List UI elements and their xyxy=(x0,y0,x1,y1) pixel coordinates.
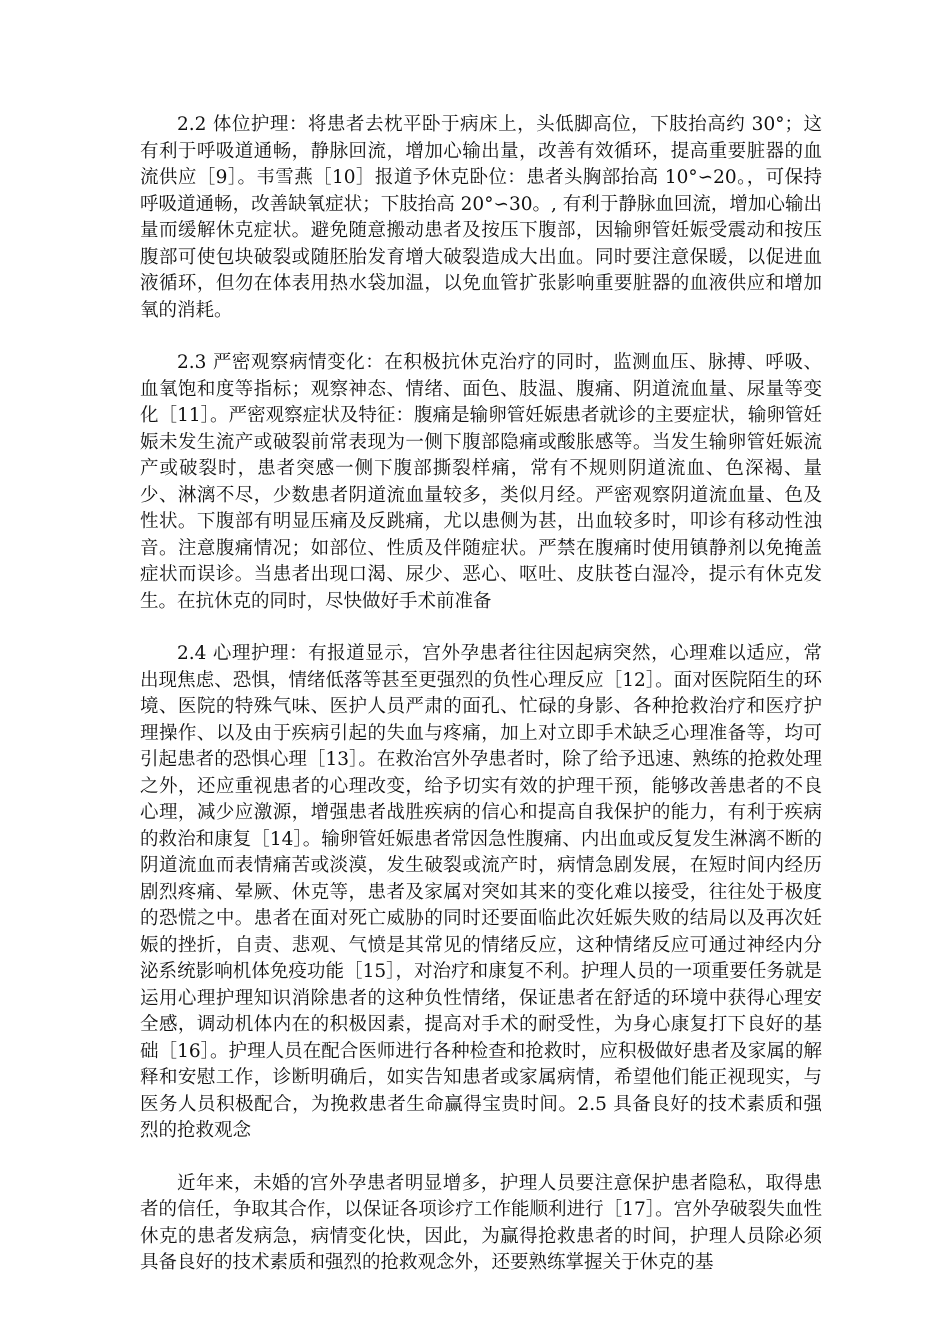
paragraph-technical-quality: 近年来，未婚的宫外孕患者明显增多，护理人员要注意保护患者隐私，取得患者的信任，争取其合作，以保证各项诊疗工作能顺利进行［17］。宫外孕破裂失血性休克的患者发病急，病情变化快，因此，为赢得抢救患者的时间，护理人员除必须具备良好的技术素质和强烈的抢救观念外，还要熟练掌握关于休克的基 xyxy=(140,1172,822,1273)
paragraph-body-position-care: 2.2 体位护理：将患者去枕平卧于病床上，头低脚高位，下肢抬高约 30°；这有利于呼吸道通畅，静脉回流，增加心输出量，改善有效循环，提高重要脏器的血流供应［9］。韦雪燕［10］报道予休克卧位：患者头胸部抬高 10°∽20。，可保持呼吸道通畅，改善缺氧症状；下肢抬高 20°∽30。, 有利于静脉血回流，增加心输出量而缓解休克症状。避免随意搬动患者及按压下腹部，因输卵管妊娠受震动和按压腹部可使包块破裂或随胚胎发育增大破裂造成大出血。同时要注意保暖，以促进血液循环，但勿在体表用热水袋加温，以免血管扩张影响重要脏器的血液供应和增加氧的消耗。 xyxy=(140,114,822,321)
paragraph-condition-observation: 2.3 严密观察病情变化：在积极抗休克治疗的同时，监测血压、脉搏、呼吸、血氧饱和度等指标；观察神态、情绪、面色、肢温、腹痛、阴道流血量、尿量等变化［11］。严密观察症状及特征：腹痛是输卵管妊娠患者就诊的主要症状，输卵管妊娠未发生流产或破裂前常表现为一侧下腹部隐痛或酸胀感等。当发生输卵管妊娠流产或破裂时，患者突感一侧下腹部撕裂样痛，常有不规则阴道流血、色深褐、量少、淋漓不尽，少数患者阴道流血量较多，类似月经。严密观察阴道流血量、色及性状。下腹部有明显压痛及反跳痛，尤以患侧为甚，出血较多时，叩诊有移动性浊音。注意腹痛情况；如部位、性质及伴随症状。严禁在腹痛时使用镇静剂以免掩盖症状而误诊。当患者出现口渴、尿少、恶心、呕吐、皮肤苍白湿冷，提示有休克发生。在抗休克的同时，尽快做好手术前准备 xyxy=(140,352,822,612)
document-page xyxy=(140,112,822,1303)
paragraph-psychological-care: 2.4 心理护理：有报道显示，宫外孕患者往往因起病突然，心理难以适应，常出现焦虑、恐惧，情绪低落等甚至更强烈的负性心理反应［12］。面对医院陌生的环境、医院的特殊气味、医护人员严肃的面孔、忙碌的身影、各种抢救治疗和医疗护理操作、以及由于疾病引起的失血与疼痛，加上对立即手术缺乏心理准备等，均可引起患者的恐惧心理［13］。在救治宫外孕患者时，除了给予迅速、熟练的抢救处理之外，还应重视患者的心理改变，给予切实有效的护理干预，能够改善患者的不良心理，减少应激源，增强患者战胜疾病的信心和提高自我保护的能力，有利于疾病的救治和康复［14］。输卵管妊娠患者常因急性腹痛、内出血或反复发生淋漓不断的阴道流血而表情痛苦或淡漠，发生破裂或流产时，病情急剧发展，在短时间内经历剧烈疼痛、晕厥、休克等，患者及家属对突如其来的变化难以接受，往往处于极度的恐慌之中。患者在面对死亡威胁的同时还要面临此次妊娠失败的结局以及再次妊娠的挫折，自责、悲观、气愤是其常见的情绪反应，这种情绪反应可通过神经内分泌系统影响机体免疫功能［15］，对治疗和康复不利。护理人员的一项重要任务就是运用心理护理知识消除患者的这种负性情绪，保证患者在舒适的环境中获得心理安全感，调动机体内在的积极因素，提高对手术的耐受性，为身心康复打下良好的基础［16］。护理人员在配合医师进行各种检查和抢救时，应积极做好患者及家属的解释和安慰工作，诊断明确后，如实告知患者或家属病情，希望他们能正视现实，与医务人员积极配合，为挽救患者生命赢得宝贵时间。2.5 具备良好的技术素质和强烈的抢救观念 xyxy=(140,643,822,1141)
